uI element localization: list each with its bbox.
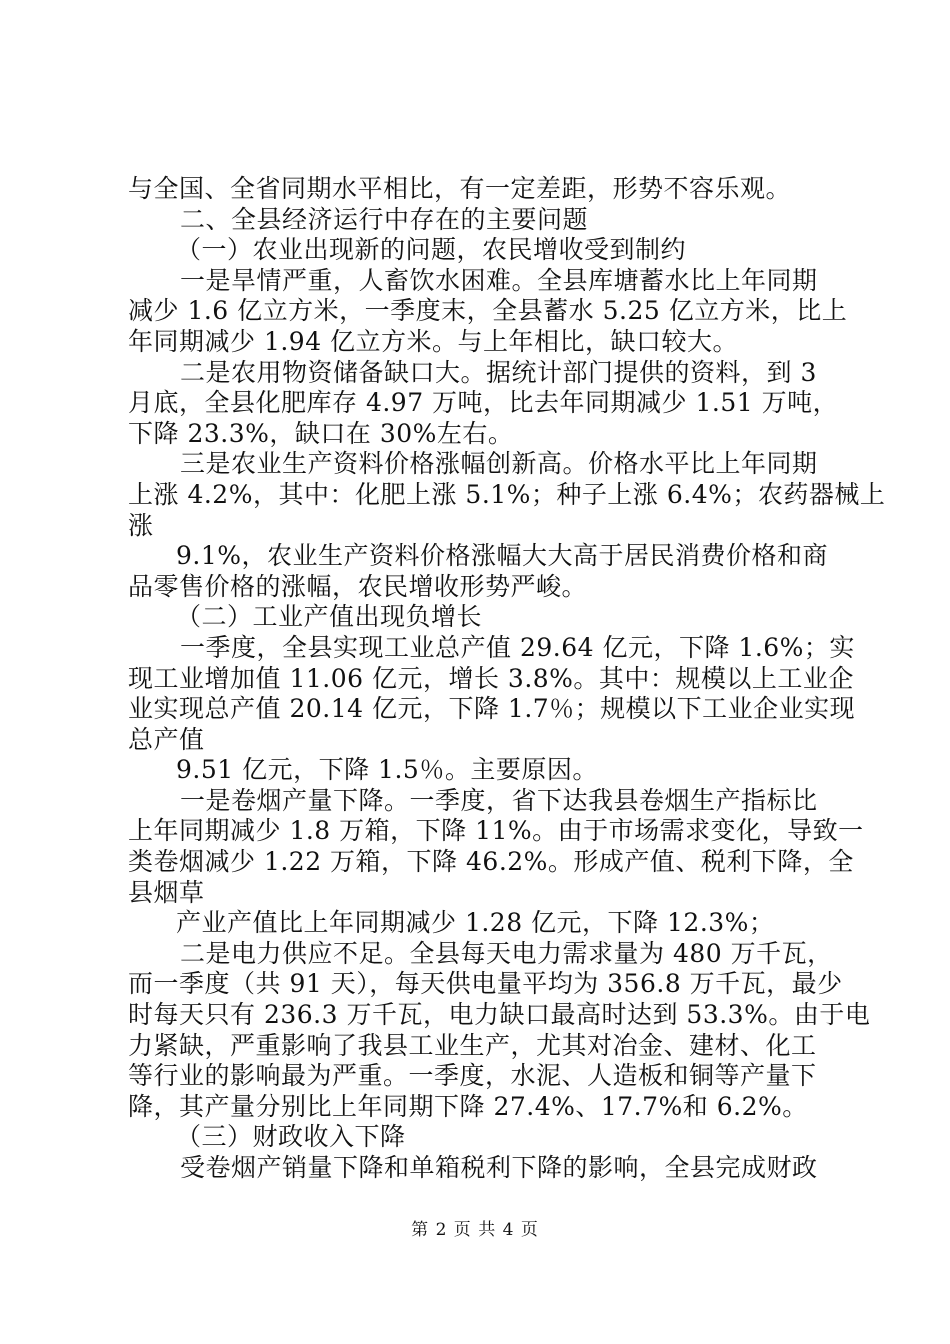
text-line: 涨 (128, 510, 154, 540)
text-line: 受卷烟产销量下降和单箱税利下降的影响，全县完成财政 (180, 1153, 818, 1182)
text-line: 与全国、全省同期水平相比，有一定差距，形势不容乐观。 (128, 174, 792, 203)
document-body (128, 174, 886, 1184)
text-line: 降，其产量分别比上年同期下降 27.4%、17.7%和 6.2%。 (128, 1091, 808, 1121)
text-line: 业实现总产值 20.14 亿元，下降 1.7％；规模以下工业企业实现 (128, 694, 856, 724)
text-line: 9.1%，农业生产资料价格涨幅大大高于居民消费价格和商 (176, 541, 829, 571)
text-line: 三是农业生产资料价格涨幅创新高。价格水平比上年同期 (180, 449, 818, 479)
text-line: 力紧缺，严重影响了我县工业生产，尤其对冶金、建材、化工 (128, 1030, 817, 1060)
text-line: 上涨 4.2%，其中：化肥上涨 5.1%；种子上涨 6.4%；农药器械上 (128, 479, 886, 509)
text-line: 一是旱情严重，人畜饮水困难。全县库塘蓄水比上年同期 (180, 265, 818, 295)
text-line: 而一季度（共 91 天），每天供电量平均为 356.8 万千瓦，最少 (128, 969, 843, 999)
text-line: 类卷烟减少 1.22 万箱，下降 46.2%。形成产值、税利下降，全 (128, 847, 854, 877)
text-line: 现工业增加值 11.06 亿元，增长 3.8%。其中：规模以上工业企 (128, 663, 854, 693)
subsection-heading: （二）工业产值出现负增长 (176, 602, 483, 632)
text-line: 时每天只有 236.3 万千瓦，电力缺口最高时达到 53.3%。由于电 (128, 1000, 871, 1030)
text-line: 二是农用物资储备缺口大。据统计部门提供的资料，到 3 (180, 357, 817, 387)
section-heading: 二、全县经济运行中存在的主要问题 (180, 204, 589, 234)
text-line: 减少 1.6 亿立方米，一季度末，全县蓄水 5.25 亿立方米，比上 (128, 296, 848, 326)
text-line: 一是卷烟产量下降。一季度，省下达我县卷烟生产指标比 (180, 785, 818, 815)
subsection-heading: （三）财政收入下降 (176, 1122, 406, 1152)
text-line: 月底，全县化肥库存 4.97 万吨，比去年同期减少 1.51 万吨， (128, 388, 839, 418)
text-line: 二是电力供应不足。全县每天电力需求量为 480 万千瓦， (180, 938, 833, 968)
text-line: 总产值 (128, 724, 205, 754)
text-line: 9.51 亿元，下降 1.5％。主要原因。 (176, 755, 598, 785)
text-line: 产业产值比上年同期减少 1.28 亿元，下降 12.3%； (176, 908, 775, 938)
page-number-footer: 第 2 页 共 4 页 (411, 1220, 539, 1240)
text-line: 县烟草 (128, 877, 205, 907)
text-line: 年同期减少 1.94 亿立方米。与上年相比，缺口较大。 (128, 326, 739, 356)
text-line: 品零售价格的涨幅，农民增收形势严峻。 (128, 571, 588, 601)
subsection-heading: （一）农业出现新的问题，农民增收受到制约 (176, 235, 687, 265)
text-line: 下降 23.3%，缺口在 30%左右。 (128, 418, 514, 448)
text-line: 等行业的影响最为严重。一季度，水泥、人造板和铜等产量下 (128, 1061, 817, 1091)
text-line: 上年同期减少 1.8 万箱，下降 11%。由于市场需求变化，导致一 (128, 816, 864, 846)
text-line: 一季度，全县实现工业总产值 29.64 亿元，下降 1.6%；实 (180, 632, 855, 662)
